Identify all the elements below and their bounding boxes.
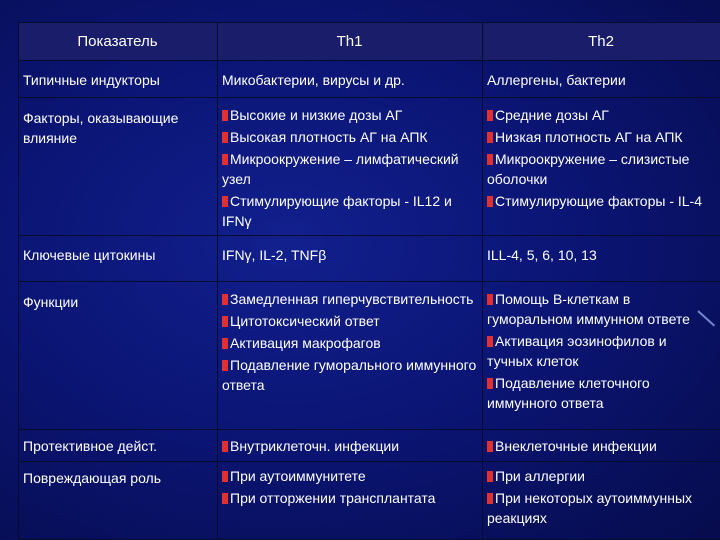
- list-item: Помощь В-клеткам в гуморальном иммунном ответе: [487, 291, 690, 327]
- table-row: [19, 61, 720, 98]
- bullet-icon: [222, 441, 228, 452]
- list-item: При некоторых аутоиммунных реакциях: [487, 490, 693, 526]
- list-item: Стимулирующие факторы - IL-4: [487, 191, 715, 211]
- list-item: При отторжении трансплантата: [222, 488, 477, 508]
- bullet-icon: [222, 316, 228, 327]
- th1-protective: Внутриклеточн. инфекции: [218, 430, 483, 462]
- bullet-icon: [222, 471, 228, 482]
- th1-cytokines: IFNγ, IL-2, TNFβ: [218, 236, 483, 282]
- table-header-row: [19, 23, 720, 61]
- th2-protective: Внеклеточные инфекции: [483, 430, 720, 462]
- bullet-icon: [487, 132, 493, 143]
- bullet-icon: [222, 154, 228, 165]
- bullet-icon: [222, 493, 228, 504]
- bullet-icon: [487, 110, 493, 121]
- list-item: Микроокружение – слизистые оболочки: [487, 151, 690, 187]
- row-label-factors: Факторы, оказывающие влияние: [19, 98, 218, 236]
- table-row: [19, 430, 720, 462]
- row-label-damaging: Повреждающая роль: [19, 462, 218, 540]
- bullet-icon: [487, 196, 493, 207]
- list-item: Активация эозинофилов и тучных клеток: [487, 333, 667, 369]
- list-item: При аутоиммунитете: [222, 466, 477, 486]
- row-label-protective: Протективное дейст.: [19, 430, 218, 462]
- bullet-icon: [222, 132, 228, 143]
- list-item: Подавление клеточного иммунного ответа: [487, 375, 650, 411]
- bullet-icon: [222, 360, 228, 371]
- list-item: Цитотоксический ответ: [222, 311, 477, 331]
- th2-cytokines: ILL-4, 5, 6, 10, 13: [483, 236, 720, 282]
- bullet-icon: [487, 336, 493, 347]
- th2-functions: [483, 282, 720, 430]
- list-item: Микроокружение – лимфатический узел: [222, 151, 459, 187]
- bullet-icon: [222, 196, 228, 207]
- list-item: Низкая плотность АГ на АПК: [487, 127, 715, 147]
- list-item: Подавление гуморального иммунного ответа: [222, 357, 477, 393]
- header-indicator: Показатель: [19, 23, 218, 61]
- row-label-inducers: Типичные индукторы: [19, 61, 218, 98]
- th1-functions: [218, 282, 483, 430]
- table-row: [19, 462, 720, 540]
- bullet-icon: [487, 378, 493, 389]
- bullet-icon: [222, 294, 228, 305]
- bullet-icon: [487, 294, 493, 305]
- header-th2: Th2: [483, 23, 720, 61]
- th2-damaging: [483, 462, 720, 540]
- row-label-cytokines: Ключевые цитокины: [19, 236, 218, 282]
- header-th1: Th1: [218, 23, 483, 61]
- list-item: Средние дозы АГ: [487, 105, 715, 125]
- table-row: [19, 236, 720, 282]
- th2-inducers: Аллергены, бактерии: [483, 61, 720, 98]
- bullet-icon: [487, 493, 493, 504]
- list-item: Высокая плотность АГ на АПК: [222, 127, 477, 147]
- list-item: При аллергии: [487, 466, 715, 486]
- table-row: [19, 98, 720, 236]
- list-item: Высокие и низкие дозы АГ: [222, 105, 477, 125]
- list-item: Стимулирующие факторы - IL12 и IFNγ: [222, 193, 452, 229]
- row-label-functions: Функции: [19, 282, 218, 430]
- table-row: [19, 282, 720, 430]
- th1-inducers: Микобактерии, вирусы и др.: [218, 61, 483, 98]
- list-item: Замедленная гиперчувствительность: [222, 289, 477, 309]
- bullet-icon: [487, 471, 493, 482]
- list-item: Активация макрофагов: [222, 333, 477, 353]
- th1-damaging: [218, 462, 483, 540]
- bullet-icon: [222, 110, 228, 121]
- th2-factors: [483, 98, 720, 236]
- th1-th2-comparison-table: [18, 22, 720, 540]
- th1-factors: [218, 98, 483, 236]
- bullet-icon: [222, 338, 228, 349]
- bullet-icon: [487, 441, 493, 452]
- bullet-icon: [487, 154, 493, 165]
